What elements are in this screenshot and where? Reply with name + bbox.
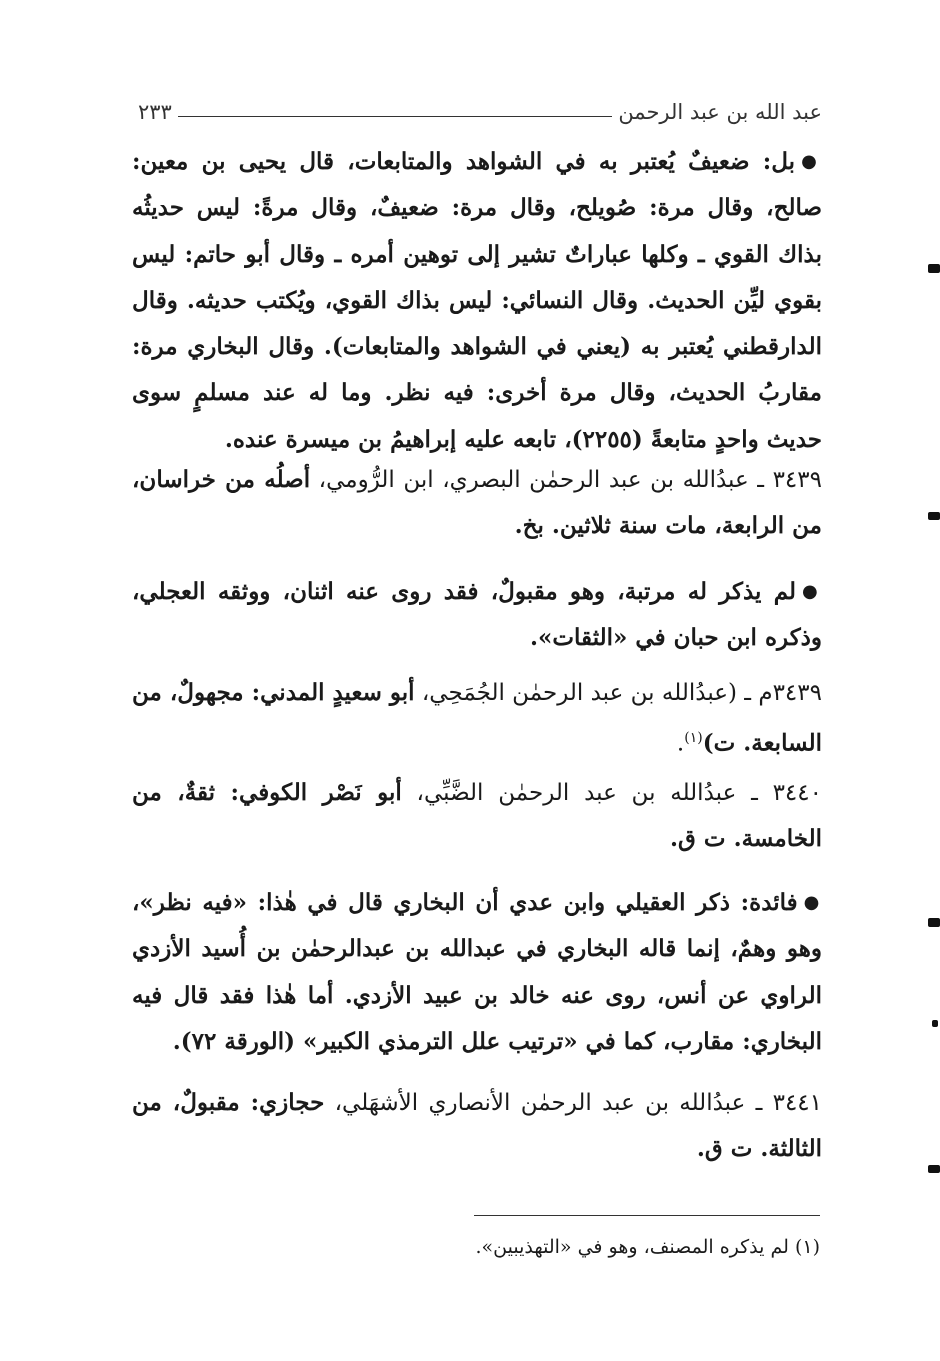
- scan-edge-mark: [928, 918, 940, 927]
- entry-3439: [132, 457, 822, 550]
- paragraph-note-2: [132, 569, 822, 662]
- header-rule: [178, 116, 612, 117]
- paragraph-note-1: [132, 139, 822, 463]
- paragraph-note-3: [132, 880, 822, 1065]
- note-text: بل: ضعيفٌ يُعتبر به في الشواهد والمتابعات، قال يحيى بن معين: صالح، وقال مرة: صُويلح، وقال مرة: ضعيفٌ، وقال مرةً: ليس حديثُه بذاك القوي ـ وكلها عباراتٌ تشير إلى توهين أمره ـ وقال أبو حاتم: ليس بقوي ليِّن الحديث. وقال النسائي: ليس بذاك القوي، ويُكتب حديثه. وقال الدارقطني يُعتبر به (يعني في الشواهد والمتابعات). وقال البخاري مرة: مقاربُ الحديث، وقال مرة أخرى: فيه نظر. وما له عند مسلمٍ سوى حديث واحدٍ متابعةً (٢٢٥٥)، تابعه عليه إبراهيمُ بن ميسرة عنده.: [132, 148, 822, 453]
- entry-details: أصلُه من خراسان، من الرابعة، مات سنة ثلاثين. بخ.: [132, 466, 822, 540]
- scan-edge-mark: [928, 264, 940, 273]
- page-number: ٢٣٣: [138, 100, 172, 124]
- entry-name: ٣٤٣٩م ـ (عبدُالله بن عبد الرحمٰن الجُمَحِي،: [414, 680, 822, 706]
- footnote-divider: [474, 1215, 820, 1216]
- footnote-marker[interactable]: (١): [684, 730, 703, 747]
- note-text: فائدة: ذكر العقيلي وابن عدي أن البخاري قال في هٰذا: «فيه نظر»، وهو وهمٌ، إنما قاله البخاري في عبدالله بن عبدالرحمٰن بن أُسيد الأزدي الراوي عن أنس، روى عنه خالد بن عبيد الأزدي. أما هٰذا فقد قال فيه البخاري: مقارب، كما في «ترتيب علل الترمذي الكبير» (الورقة ٧٢).: [132, 889, 822, 1055]
- entry-3440: [132, 770, 822, 863]
- entry-name: ٣٤٣٩ ـ عبدُالله بن عبد الرحمٰن البصري، ابن الرُّومي،: [310, 467, 822, 493]
- note-text: لم يذكر له مرتبة، وهو مقبولٌ، فقد روى عنه اثنان، ووثقه العجلي، وذكره ابن حبان في «الثقات».: [132, 578, 822, 652]
- scan-edge-mark: [928, 1165, 940, 1173]
- bullet-icon: ●: [802, 581, 822, 602]
- entry-3441: [132, 1080, 822, 1173]
- scan-edge-mark: [928, 512, 940, 520]
- bullet-icon: ●: [801, 151, 822, 172]
- entry-details: حجازي: مقبولٌ، من الثالثة. ت ق.: [132, 1089, 822, 1163]
- bullet-icon: ●: [803, 892, 822, 913]
- running-title: عبد الله بن عبد الرحمن: [618, 100, 822, 124]
- entry-name: ٣٤٤١ ـ عبدُالله بن عبد الرحمٰن الأنصاري الأشهَلي،: [324, 1090, 823, 1116]
- entry-tail: .: [676, 730, 685, 757]
- entry-details: أبو سعيدٍ المدني: مجهولٌ، من السابعة. ت): [132, 679, 822, 757]
- entry-3439m: [132, 670, 822, 767]
- entry-details: أبو نَصْر الكوفي: ثقةٌ، من الخامسة. ت ق.: [132, 779, 822, 853]
- footnote: (١) لم يذكره المصنف، وهو في «التهذيبين».: [475, 1236, 820, 1258]
- running-header: [138, 90, 822, 124]
- entry-name: ٣٤٤٠ ـ عبدُالله بن عبد الرحمٰن الضَّبِّي،: [401, 780, 822, 806]
- scan-edge-mark: [932, 1020, 938, 1027]
